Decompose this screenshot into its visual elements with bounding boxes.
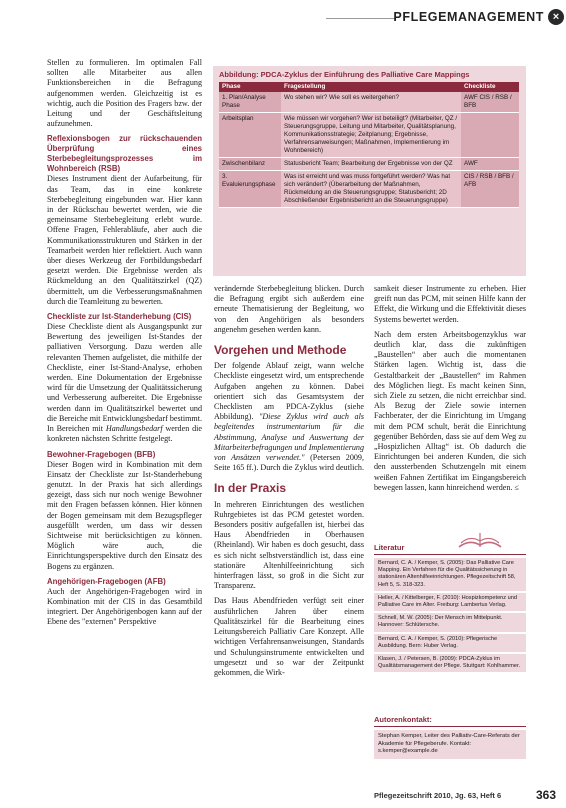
literature-item: Bernard, C. A. / Kemper, S. (2005): Das Palliative Care Mapping. Ein Verfahren für die Qualitätssicherung in stationären Altenhilfeeinrichtungen. Pflegezeitschrift 58, Heft 5, S. 318-323.	[374, 558, 526, 591]
pdca-table	[219, 82, 519, 208]
text-column-middle	[214, 284, 364, 683]
subheading: Angehörigen-Fragebogen (AFB)	[47, 576, 166, 586]
author-contact-body: Stephan Kemper, Leiter des Palliativ-Care-Referats der Akademie für Pflegeberufe. Kontakt: s.kemper@example.de	[374, 730, 526, 759]
paragraph: Dieser Bogen wird in Kombination mit dem Einsatz der Checkliste zur Ist-Standerhebung genutzt. In der Praxis hat sich allerdings gezeigt, dass sich nur noch wenige Bewohner mit den Fragen befassen können. Hier können der Bogen gemeinsam mit dem Bezugspfleger ausgefüllt werden, um dass wir dessen Sichtweise mit berücksichtigen zu können. Möglich wäre auch, die Einrichtungsperspektive durch den Einsatz des Bogens zu ergänzen.	[47, 459, 202, 571]
column-header: Phase	[219, 82, 281, 92]
table-cell	[461, 113, 519, 158]
text-run: werden die konkreten nächsten Schritte festgelegt.	[47, 424, 202, 444]
text-run: (Petersen 2009, Seite 165 ff.). Durch die Zyklus wird deutlich.	[214, 453, 365, 473]
text-column-right	[374, 284, 526, 498]
table-cell: Wo stehen wir? Wie soll es weitergehen?	[281, 92, 461, 113]
figure-pdca-table	[213, 66, 526, 276]
paragraph: verändernde Sterbebegleitung blicken. Durch die Befragung ergibt sich außerdem eine erneute Thematisierung der Begleitung, wo von den Angehörigen als besonders angenehm gesehen werden kann.	[214, 284, 364, 334]
table-cell: Statusbericht Team; Bearbeitung der Ergebnisse von der QZ	[281, 158, 461, 171]
table-cell: Arbeitsplan	[219, 113, 281, 158]
table-cell: Wie müssen wir vorgehen? Wer ist beteiligt? (Mitarbeiter, QZ / Steuerungsgruppe, Leitung und Mitarbeiter, Qualitätsplanung, Kommunikationsstrategie; Zeitplanung; Ergebnisse, Verfahrensanweisungen; Maßnahmen, Implementierung im Wohnbereich)	[281, 113, 461, 158]
column-header: Checkliste	[461, 82, 519, 92]
section-heading: In der Praxis	[214, 481, 287, 496]
page-footer	[374, 788, 556, 802]
table-cell: AWF CIS / RSB / BFB	[461, 92, 519, 113]
subheading: Checkliste zur Ist-Standerhebung (CIS)	[47, 312, 192, 322]
literature-box	[374, 543, 526, 674]
table-cell: CIS / RSB / BFB / AFB	[461, 171, 519, 208]
paragraph: Auch der Angehörigen-Fragebogen wird in Kombination mit der CIS in das Gesamtbild integriert. Der Angehörigenbogen kann auf der Ebene des "externen" Perspektive	[47, 586, 202, 627]
emphasis: Handlungsbedarf	[105, 424, 163, 434]
column-header: Fragestellung	[281, 82, 461, 92]
subheading: Bewohner-Fragebogen (BFB)	[47, 449, 156, 459]
section-heading: Vorgehen und Methode	[214, 343, 347, 358]
paragraph: In mehreren Einrichtungen des westlichen Ruhrgebietes ist das PCM getestet worden. Besonders positiv aufgefallen ist, hierbei das Haus Abendfrieden in Oberhausen (Rheinland). Wir haben es doch gesucht, dass es sich nicht selbstverständlich ist, dass eine stationäre Altenhilfeeinrichtung sich hinterfragen lässt, so groß in die Sicht zur Transparenz.	[214, 499, 364, 591]
paragraph: Stellen zu formulieren. Im optimalen Fall sollten alle Mitarbeiter aus allen Funktionsbereichen in die Befragung aufgenommen werden. Gleichzeitig ist es wichtig, auch die Position des Fragers bzw. der Leitung und der Geschäftsleitung aufzunehmen.	[47, 58, 202, 129]
literature-item: Heller, A. / Kittelberger, F. (2010): Hospizkompetenz und Palliative Care im Alter. Freiburg: Lambertus Verlag.	[374, 593, 526, 611]
table-cell: Was ist erreicht und was muss fortgeführt werden? Was hat sich verändert? (Überarbeitung der Maßnahmen, Rückmeldung an die Steuerungsgruppe; Statusbericht; 2D Abschließender Ergebnisbericht an die Steuerungsgruppe)	[281, 171, 461, 208]
table-cell: 1. Plan/Analyse Phase	[219, 92, 281, 113]
paragraph	[214, 361, 364, 473]
journal-reference: Pflegezeitschrift 2010, Jg. 63, Heft 6	[374, 791, 502, 800]
page-header	[326, 8, 566, 28]
header-rule	[326, 18, 396, 19]
text-run: Diese Checkliste dient als Ausgangspunkt zur Bewertung des jeweiligen Ist-Standes der palliativen Versorgung. Dazu werden alle relevanten Themen aufgelistet, die mithilfe der Checkliste, einer Ist-Stand-Analyse, erhoben werden. Eine Dokumentation der Ergebnisse wird für die Umsetzung der Qualitätssicherung und Verbesserung aufbereitet. Die Ergebnisse werden dann im Qualitätszirkel bewertet und die Bereiche mit Entwicklungsbedarf bestimmt.	[47, 322, 202, 423]
paragraph: samkeit dieser Instrumente zu erheben. Hier greift nun das PCM, mit seinen Hilfe kann der Effekt, die Wirkung und die Effektivität dieses Systems bewertet werden.	[374, 284, 526, 324]
paragraph	[47, 322, 202, 444]
text-run: Der folgende Ablauf zeigt, wann welche Checkliste eingesetzt wird, um entsprechende Aufgaben angehen zu können. Dabei orientiert sich das Gesamtsystem der Checklisten am PDCA-Zyklus (siehe Abbildung).	[214, 361, 364, 422]
text-run: In Bereichen mit	[47, 424, 106, 434]
table-row	[219, 113, 519, 158]
literature-item: Klasen, J. / Petersen, B. (2009): PDCA-Zyklus im Qualitätsmanagement der Pflege. Stuttgart: Kohlhammer.	[374, 654, 526, 672]
page-number: 363	[535, 788, 556, 802]
x-mark-icon: ×	[548, 9, 564, 25]
paragraph: Nach dem ersten Arbeitsbogenzyklus war deutlich klar, dass die zukünftigen „Baustellen“ aber auch die momentanen Stärken lagen. Wichtig ist, dass die Gestaltbarkeit der „Baustellen“ im Rahmen des Möglichen liegt. Es macht keinen Sinn, sich Ziele zu setzen, die nicht erreichbar sind. Als Bezug der Ziele sowie internen Fachberater, der die Einrichtung im Umgang mit dem PCM schult, berät die Einrichtung gegenüber Behörden, dass sie auf dem Weg zu „Hospizlichen Alltag“ ist. Ob dadurch die Einrichtungen bei anderen Kunden, die sich den aussterbenden Schutzengeln mit einem weißen Fahnen Zertifikat im Eingangsbereich bewegen lassen, kann hinreichend werden. ≤	[374, 329, 526, 492]
figure-caption: Abbildung: PDCA-Zyklus der Einführung des Palliative Care Mappings	[219, 70, 470, 79]
text-column-left	[47, 58, 202, 633]
section-title: PFLEGEMANAGEMENT	[393, 10, 544, 24]
paragraph: Dieses Instrument dient der Aufarbeitung, für das Team, das in eine konkrete Sterbebegleitung eingebunden war. Hier kann in der Rückschau bewertet werden, wie die gemeinsame Sterbebegleitung erlebt wurde. Offene Fragen, Fehlerabläufe, aber auch die Kommunikationsstrukturen und Stärken in der Teamarbeit werden hier reflektiert. Auch wann über dieses Werkzeug der Fortbildungsbedarf gesetzt werden. Die Ergebnisse werden als Rückmeldung an den Qualitätszirkel (QZ) übermittelt, um die Verbesserungsmaßnahmen durch die Teamleitung zu bewerten.	[47, 174, 202, 306]
literature-item: Schnell, M. W. (2005): Der Mensch im Mittelpunkt. Hannover: Schlütersche.	[374, 613, 526, 631]
author-contact-title: Autorenkontakt:	[374, 715, 526, 727]
table-row	[219, 158, 519, 171]
table-cell: Zwischenbilanz	[219, 158, 281, 171]
author-contact-box	[374, 715, 526, 759]
table-cell: AWF	[461, 158, 519, 171]
table-row	[219, 171, 519, 208]
subheading: Reflexionsbogen zur rückschauenden Überprüfung eines Sterbebegleitungsprozesses im Wohnbereich (RSB)	[47, 134, 202, 174]
literature-title: Literatur	[374, 543, 526, 555]
paragraph: Das Haus Abendfrieden verfügt seit einer ausführlichen Jahren über einem Qualitätszirkel für die Bearbeitung eines Leitungsbereich Palliativ Care Konzept. Alle wichtigen Verfahrensanweisungen, Standards und Schulungsinstrumente entwickelten und umgesetzt und so war der Zeitpunkt gekommen, die Wirk-	[214, 596, 364, 677]
table-row	[219, 92, 519, 113]
table-cell: 3. Evaluierungsphase	[219, 171, 281, 208]
table-header-row	[219, 82, 519, 92]
emphasis: "Diese Zyklus wird auch als begleitendes instrumentarium für die Abstimmung, Analyse und Auswertung der Mitarbeiterbefragungen und Implementierung von Ansätzen verwendet."	[214, 412, 364, 463]
literature-item: Bernard, C. A. / Kemper, S. (2010): Pflegerische Ausbildung. Bern: Huber Verlag.	[374, 634, 526, 652]
